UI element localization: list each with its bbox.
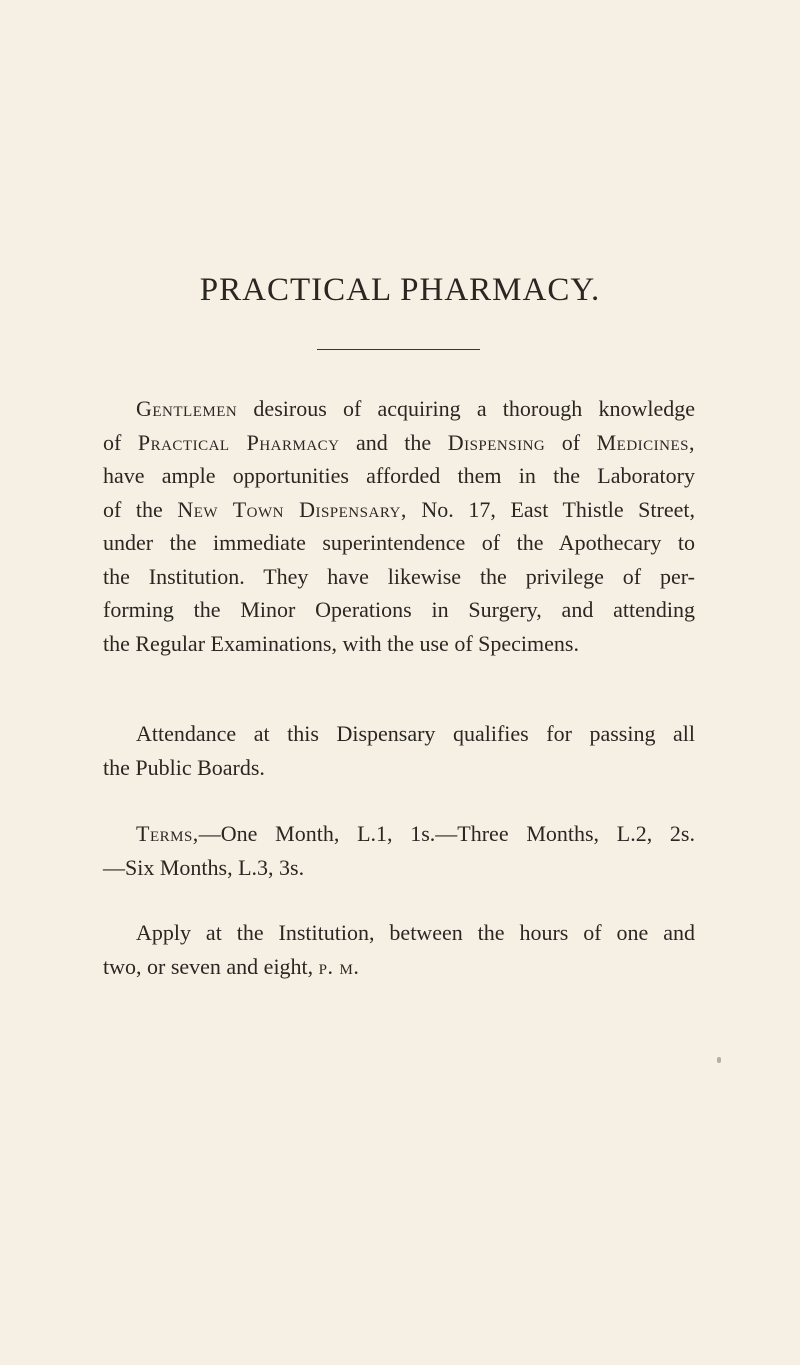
text-run: desirous of acquiring a thorough knowledge: [237, 396, 695, 421]
small-caps-text: Terms,: [136, 821, 199, 846]
text-line: forming the Minor Operations in Surgery, and attending: [103, 597, 695, 622]
page-title: PRACTICAL PHARMACY.: [199, 272, 601, 308]
small-caps-text: p. m.: [318, 953, 360, 979]
text-line: the Public Boards.: [103, 754, 265, 780]
text-run: of: [103, 429, 138, 455]
text-line: [103, 950, 695, 984]
text-line: Apply at the Institution, between the hours of one and: [136, 920, 695, 945]
text-line: [103, 817, 695, 851]
paper-speck: [717, 1057, 721, 1063]
title-divider: [317, 349, 480, 350]
small-caps-text: Dispensing: [447, 429, 546, 455]
text-line: Attendance at this Dispensary qualifies for passing all: [136, 721, 695, 746]
paragraph-apply: [103, 916, 695, 983]
text-line: have ample opportunities afforded them in the Laboratory: [103, 463, 695, 488]
paragraph-attendance: [103, 717, 695, 784]
small-caps-text: New Town Dispensary,: [177, 496, 407, 522]
text-line: under the immediate superintendence of the Apothecary to: [103, 530, 695, 555]
text-line: the Regular Examinations, with the use of Specimens.: [103, 630, 579, 656]
text-line: [103, 493, 695, 527]
text-run: —One Month, L.1, 1s.—Three Months, L.2, 2s.: [198, 821, 695, 846]
text-run: of the: [103, 496, 178, 522]
text-line: —Six Months, L.3, 3s.: [103, 854, 305, 880]
small-caps-text: Practical Pharmacy: [137, 429, 340, 455]
text-line: [103, 426, 695, 460]
text-run: No. 17, East Thistle Street,: [406, 496, 695, 522]
text-line: the Institution. They have likewise the privilege of per-: [103, 563, 695, 589]
small-caps-text: Medicines,: [596, 429, 696, 455]
paragraph-terms: [103, 817, 695, 884]
text-run: of: [545, 429, 597, 455]
small-caps-text: Gentlemen: [136, 396, 238, 421]
text-run: two, or seven and eight,: [103, 953, 319, 979]
text-run: and the: [339, 429, 448, 455]
paragraph-announcement: [103, 392, 695, 660]
text-line: [103, 392, 695, 426]
